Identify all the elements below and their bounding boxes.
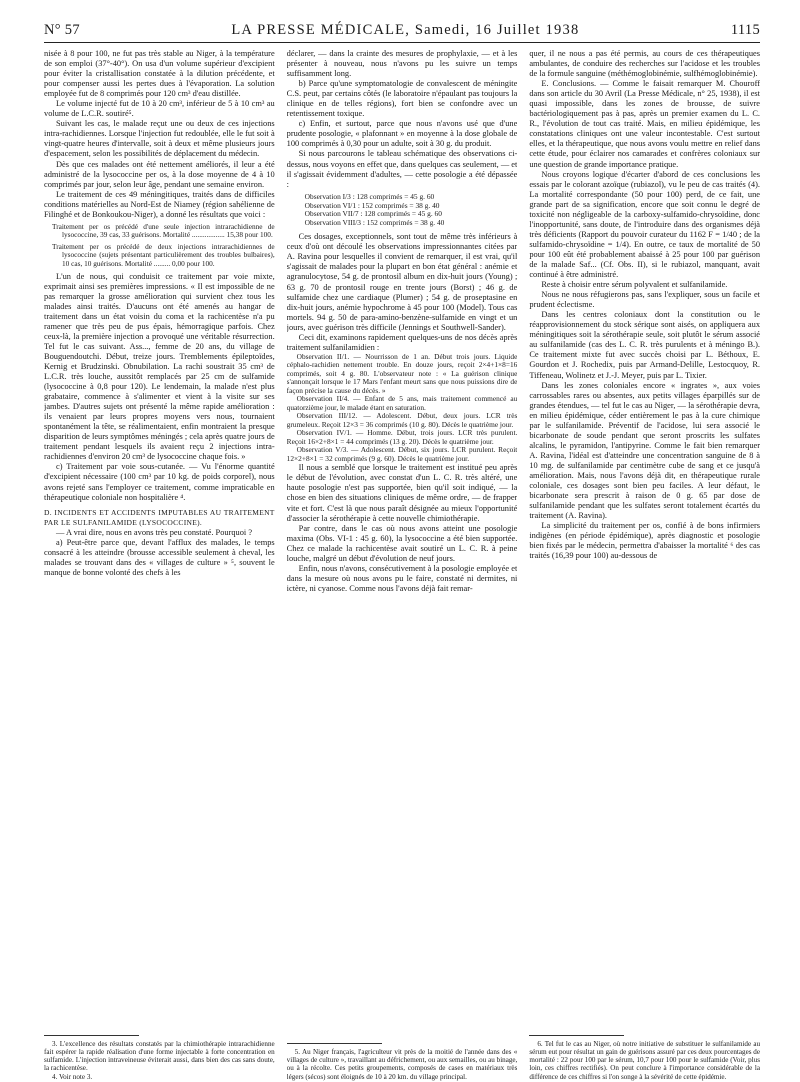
paragraph: c) Enfin, et surtout, parce que nous n'avons usé que d'une prudente posologie, « plafonnant » en moyenne à la dose globale de 100 comprimés à 0,30 pour un adulte, soit à 30 g. du produit. <box>286 119 518 149</box>
footnote: 5. Au Niger français, l'agriculteur vit près de la moitié de l'année dans des « villages de culture », travaillant au défrichement, ou aux semailles, ou au binage, ou à la récolte. Ces petits groupements, composés de cases en matériaux très légers (sécos) sont éloignés de 10 à 20 km. du village principal. <box>286 1047 518 1081</box>
column-footnotes <box>287 1043 518 1081</box>
paragraph: déclarer, — dans la crainte des mesures de prophylaxie, — et à les présenter à nouveau, nous n'avons pu les suivre un temps suffisamment long. <box>286 49 518 79</box>
dosage-row: Observation I/3 : 128 comprimés = 45 g. 60 <box>304 191 435 201</box>
observation-note: Observation II/1. — Nourrisson de 1 an. Début trois jours. Liquide céphalo-rachidien nettement trouble. En douze jours, reçoit 2×4+1×8=16 comprimés, soit 4 g. 80. L'observateur note : « La guérison clinique s'annonçait lorsque le 17 Mars l'enfant meurt sans que nous puissions dire de façon précise la cause du décès. » <box>286 351 518 395</box>
column-body <box>529 49 760 561</box>
paragraph: Enfin, nous n'avons, consécutivement à la posologie employée et dans la mesure où nous avons pu le faire, constaté ni dermites, ni ictère, ni cyanose. Comme nous l'avons déjà fait remar- <box>286 563 518 593</box>
result-summary: Traitement per os précédé d'une seule injection intrarachidienne de lysococcine, 39 cas, 33 guérisons. Mortalité .................. 15,38 pour 100. <box>52 221 275 240</box>
issue-number: N° 57 <box>44 22 80 38</box>
paragraph: Suivant les cas, le malade reçut une ou deux de ces injections intra-rachidiennes. Lorsque l'injection fut redoublée, elle le fut soit à vingt-quatre heures d'intervalle, soit à deux et même plusieurs jours d'espacement, selon les possibilités de déplacement du médecin. <box>44 119 275 159</box>
paragraph: Reste à choisir entre sérum polyvalent et sulfanilamide. <box>541 280 728 290</box>
footnote-rule <box>44 1035 139 1036</box>
article-columns <box>44 49 760 1081</box>
paragraph: Ces dosages, exceptionnels, sont tout de même très inférieurs à ceux d'où ont découlé les observations impressionnantes citées par A. Ravina pour lesquelles il convient de remarquer, il est vrai, qu'il s'agissait de malades pour la plupart en bon état général : anémie et agranulocytose, 54 g. de prontosil album en dix-huit jours (Young) ; 63 g. 70 de prontosil rouge en trente jours (Borst) ; 46 g. de sulfamide chez une cardiaque (Plumer) ; 54 g. de proseptasine en dix-huit jours, anémie hypochrome à 45 pour 100 (Model). Tous cas mortels. 94 g. 50 de para-amino-benzène-sulfamide en vingt et un jours, avec guérison très difficile (Jennings et Southwell-Sander). <box>286 232 518 332</box>
paragraph: Le traitement de ces 49 méningitiques, traités dans de difficiles conditions matérielles au Nord-Est de Niamey (région sahélienne de Filinghé et de Bonkoukou-Niger), a donné les résultats que voici : <box>44 189 275 219</box>
footnote: 6. Tel fut le cas au Niger, où notre initiative de substituer le sulfanilamide au sérum eut pour résultat un gain de guérisons assuré par ces deux pourcentages de mortalité : 22 pour 100 par le sérum, 10,7 pour 100 pour le sulfamide (Voir, plus loin, ces chiffres rectifiés). On peut conclure à l'importance considérable de la différence de ces chiffres si l'on songe à la sévérité de cette épidémie. <box>529 1039 761 1081</box>
column-body <box>287 49 518 594</box>
paragraph: Il nous a semblé que lorsque le traitement est institué peu après le début de l'évolution, avec constat d'un L. C. R. très altéré, une haute posologie n'est pas supportée, bien qu'il soit indiqué, — la chose en bien des situations cliniques de même ordre, — de frapper vite et fort. C'est là que nous paraît désignée au mieux l'opportunité d'associer la sérothérapie à cette nouvelle chimiothérapie. <box>286 463 518 523</box>
paragraph: Dans les centres coloniaux dont la constitution ou le réapprovisionnement du stock sérique sont aisés, on appliquera aux méningitiques soit la sérothérapie seule, soit plutôt le sérum associé au sulfanilamide (cas des L. C. R. très purulents et à méningo B.). Ce traitement mixte fut avec succès choisi par L. Béthoux, E. Gourdon et J. Rochedix, puis par Armand-Delille, Lestocquoy, R. Tiffeneau, Wolinetz et J.-J. Meyer, puis par L. Tixier. <box>529 310 761 380</box>
paragraph: Nous croyons logique d'écarter d'abord de ces conclusions les essais par le colorant azoïque (rubiazol), vu le peu de cas traités (4). La mortalité correspondante (50 pour 100) perd, de ce fait, une grande part de sa signification, encore que soit connu le degré de toxicité non négligeable de la carboxy-sulfamido-chrysoïdine, donc l'inopportunité, sans doute, de l'introduire dans des organismes déjà très déficients (Rapport du pouvoir curateur du 1162 F = 1/40 ; de la sulfamido-chrysoïdine = 1/4). En outre, ce taux de mortalité de 50 pour 100 eût été probablement abaissé à 25 pour 100 par guérison de la malade Saf... (Cf. Obs. II), si le rubiazol, manquant, avait continué à être administré. <box>529 169 761 280</box>
paragraph: a) Peut-être parce que, devant l'afflux des malades, le temps consacré à les atteindre (brousse accessible seulement à cheval, les malades se trouvant dans des « villages de culture » ⁵, souvent le manque de bonne volonté des chefs à les <box>44 537 275 577</box>
column-2 <box>287 49 518 1081</box>
paragraph: Si nous parcourons le tableau schématique des observations ci-dessus, nous voyons en effet que, dans quelques cas seulement, — et il s'agissait évidemment d'adultes, — cette posologie a été dépassée : <box>286 149 518 189</box>
page-number: 1115 <box>730 22 760 38</box>
footnote: 3. L'excellence des résultats constatés par la chimiothérapie intrarachidienne fait espérer la rapide réalisation d'une forme injectable à forte concentration en sulfamide. L'injection intraveineuse éviterait aussi, dans bien des cas sans doute, la rachicentèse. <box>44 1039 275 1073</box>
paragraph: Ceci dit, examinons rapidement quelques-uns de nos décès après traitement sulfanilamidien : <box>286 332 518 352</box>
observation-note: Observation II/4. — Enfant de 5 ans, mais traitement commencé au quatorzième jour, le malade étant en saturation. <box>286 394 518 412</box>
paragraph: La simplicité du traitement per os, confié à de bons infirmiers indigènes (en période épidémique), après diagnostic et posologie bien fixés par le médecin, permettra d'abaisser la mortalité ⁶ des cas traités (16,39 pour 100) au-dessous de <box>529 521 761 561</box>
observation-note: Observation IV/1. — Homme. Début, trois jours. LCR très purulent. Reçoit 16×2+8×1 = 44 comprimés (13 g. 20). Décès le quatrième jour. <box>286 428 518 446</box>
dosage-table <box>305 193 518 229</box>
observation-note: Observation III/12. — Adolescent. Début, deux jours. LCR très grumeleux. Reçoit 12×3 = 36 comprimés (10 g. 80). Décès le quatrième jour. <box>286 411 518 429</box>
result-summary: Traitement per os précédé de deux injections intrarachidiennes de lysococcine (sujets présentant particulièrement des troubles bulbaires), 10 cas, 10 guérisons. Mortalité ......... 0,00 pour 100. <box>52 241 275 268</box>
paragraph: Dès que ces malades ont été nettement améliorés, il leur a été administré de la lysococcine per os, à la dose moyenne de 4 à 10 comprimés par jour, selon leur âge, pendant une semaine environ. <box>44 159 275 189</box>
section-heading: D. INCIDENTS ET ACCIDENTS IMPUTABLES AU TRAITEMENT PAR LE SULFANILAMIDE (LYSOCOCCINE). <box>44 507 275 527</box>
observation-note: Observation V/3. — Adolescent. Début, six jours. LCR purulent. Reçoit 12×2+8×1 = 32 comprimés (9 g. 60). Décès le quatrième jour. <box>286 445 518 463</box>
paragraph: L'un de nous, qui conduisit ce traitement par voie mixte, exprimait ainsi ses premières impressions. « Il est impossible de ne pas remarquer la grosse amélioration qui survient chez tous les malades ainsi traités. D'aucuns ont été amenés au hangar de traitement dans un état voisin du coma et la rachicentèse n'a pu ramener que très peu de pus épais, hémorragique parfois. Chez ceux-là, la première injection a provoqué une véritable résurrection. Tel fut le cas suivant. Ass..., femme de 20 ans, du village de Bouguendoutchi. Début, treize jours. Tremblements épileptoïdes, Kernig et Brudzinski. Obnubilation. La rachi soustrait 35 cm³ de L.C.R. très louche, aussitôt remplacés par 25 cm de sulfamide (lysococcine à 0,8 pour 120). Le lendemain, la malade n'est plus grabataire, commence à s'alimenter et vient à la visite sur ses jambes. D'autres sujets ont présenté la même rapide amélioration : ils venaient par leurs propres moyens vers nous, tournaient spontanément la tête, se réalimentaient, enfin montraient la presque disparition de leurs symptômes méningés ; cela après quatre jours de traitement pendant lesquels ils avaient reçu 2 injections intra-rachidiennes d'environ 20 cm³ de lysococcine chaque fois. » <box>44 271 275 462</box>
paragraph: quer, il ne nous a pas été permis, au cours de ces thérapeutiques ambulantes, de conduire des recherches sur l'acidose et les troubles de la formule sanguine (méthémoglobinémie, sulfhémoglobinémie). <box>529 49 761 79</box>
paragraph: c) Traitement par voie sous-cutanée. — Vu l'énorme quantité d'excipient nécessaire (100 cm³ par 10 kg. de poids corporel), nous avons rejeté sans l'employer ce traitement, comme impraticable en thérapeutique coloniale non hospitalière ⁴. <box>44 462 275 502</box>
footnote-rule <box>287 1043 382 1044</box>
paragraph: Par contre, dans le cas où nous avons atteint une posologie maxima (Obs. VI-1 : 45 g. 60), la lysococcine a été bien supportée. Chez ce malade la rachicentèse avait soutiré un L. C. R. à peine louche, malgré un début d'évolution de neuf jours. <box>286 523 518 563</box>
paragraph: Le volume injecté fut de 10 à 20 cm³, inférieur de 5 à 10 cm³ au volume de L.C.R. soutiré⁵. <box>44 99 275 119</box>
paragraph: Dans les zones coloniales encore « ingrates », aux voies carrossables rares ou absentes, aux petits villages éparpillés sur de grandes étendues, — tel fut le cas au Niger, — la sérothérapie devra, en milieu épidémique, céder entièrement le pas à la cure chimique par le sulfanilamide. Préventif de l'acidose, lui sera associé le bicarbonate de soude pendant que seront proscrits les sulfates alcalins, le pyramidon, l'antipyrine. Comme le fait bien remarquer A. Ravina, l'idéal est d'atteindre une concentration sanguine de 8 à 10 mg. de sulfanilamide par centimètre cube de sang et ce jusqu'à amélioration. Mais, nous l'avons déjà dit, en thérapeutique rurale coloniale, ces dosages sont bien peu faciles. A leur défaut, le bicarbonate sera prescrit à raison de 0 g. 65 par dose de sulfanilamide pendant que les sulfates seront totalement écartés du traitement (A. Ravina). <box>529 380 761 521</box>
footnote-rule <box>529 1035 624 1036</box>
column-footnotes <box>44 1035 275 1081</box>
column-footnotes <box>529 1035 760 1081</box>
journal-title: LA PRESSE MÉDICALE, Samedi, 16 Juillet 1938 <box>231 22 580 38</box>
footnote: 4. Voir note 3. <box>52 1072 93 1081</box>
paragraph: Nous ne nous réfugierons pas, sans l'expliquer, sous un facile et prudent éclectisme. <box>529 290 761 310</box>
column-1 <box>44 49 275 1081</box>
column-body <box>44 49 275 578</box>
paragraph: b) Parce qu'une symptomatologie de convalescent de méningite C.S. peut, par certains côtés (le laboratoire n'épaulant pas toujours la clinique en de telles régions), fort bien se confondre avec un retentissement toxique. <box>286 79 518 119</box>
dosage-row: Observation VIII/3 : 152 comprimés = 38 g. 40 <box>304 218 445 228</box>
column-3 <box>529 49 760 1081</box>
masthead <box>44 22 760 43</box>
paragraph: E. Conclusions. — Comme le faisait remarquer M. Chouroff dans son article du 30 Avril (La Presse Médicale, n° 25, 1938), il est quasi impossible, dans les zones de brousse, de suivre bactériologiquement pas à pas, après un premier examen du L. C. R., l'évolution de tout cas traité. Mais, en milieu épidémique, les constatations cliniques ont une valeur incontestable. C'est surtout elles, et la thérapeutique, que nous avons voulu mettre en relief dans cette étude, pour éclairer nos camarades et confrères coloniaux sur une question de grande importance pratique. <box>529 79 761 169</box>
dosage-row: Observation VI/1 : 152 comprimés = 38 g. 40 <box>304 200 440 210</box>
paragraph: — A vrai dire, nous en avons très peu constaté. Pourquoi ? <box>56 527 253 537</box>
dosage-row: Observation VII/7 : 128 comprimés = 45 g. 60 <box>304 209 442 219</box>
paragraph: nisée à 8 pour 100, ne fut pas très stable au Niger, à la température de son emploi (37°-40°). On usa d'un volume supérieur d'excipient pour éviter la cristallisation constatée à la dilution précédente, et pour compenser aussi les pertes dues à l'évaporation. La solution employée fut de 8 comprimés pour 120 cm³ d'eau distillée. <box>44 49 275 99</box>
